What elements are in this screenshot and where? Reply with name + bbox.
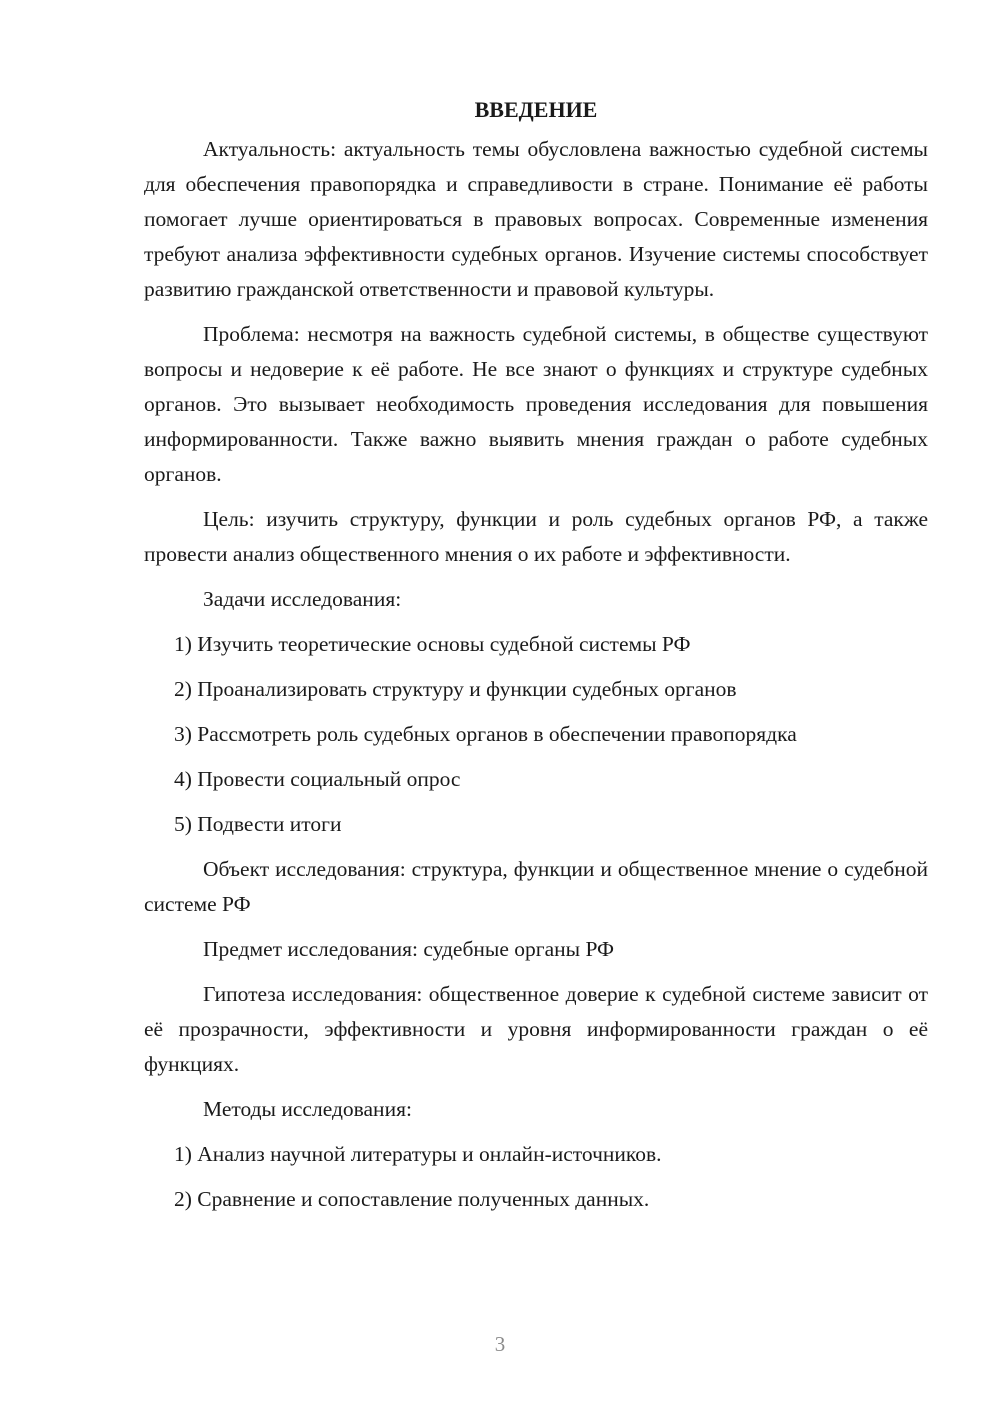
- methods-heading: Методы исследования:: [203, 1097, 412, 1121]
- problem-paragraph: Проблема: несмотря на важность судебной системы, в обществе существуют вопросы и недоверие к её работе. Не все знают о функциях и структуре судебных органов. Это вызывает необходимость проведения исследования для повышения информированности. Также важно выявить мнения граждан о работе судебных органов.: [144, 322, 928, 486]
- tasks-heading: Задачи исследования:: [203, 587, 402, 611]
- method-item: 1) Анализ научной литературы и онлайн-источников.: [174, 1142, 662, 1166]
- page-number: 3: [494, 1332, 506, 1356]
- hypothesis-paragraph: Гипотеза исследования: общественное доверие к судебной системе зависит от её прозрачности, эффективности и уровня информированности граждан о её функциях.: [144, 982, 928, 1076]
- methods-list: [144, 1137, 928, 1217]
- section-title: ВВЕДЕНИЕ: [474, 97, 598, 122]
- subject-paragraph: Предмет исследования: судебные органы РФ: [203, 937, 615, 961]
- tasks-list: [144, 627, 928, 842]
- task-item: 2) Проанализировать структуру и функции судебных органов: [174, 677, 737, 701]
- task-item: 1) Изучить теоретические основы судебной системы РФ: [174, 632, 691, 656]
- task-item: 3) Рассмотреть роль судебных органов в обеспечении правопорядка: [174, 722, 797, 746]
- relevance-paragraph: Актуальность: актуальность темы обусловлена важностью судебной системы для обеспечения правопорядка и справедливости в стране. Понимание её работы помогает лучше ориентироваться в правовых вопросах. Современные изменения требуют анализа эффективности судебных органов. Изучение системы способствует развитию гражданской ответственности и правовой культуры.: [144, 137, 928, 301]
- method-item: 2) Сравнение и сопоставление полученных данных.: [174, 1187, 650, 1211]
- task-item: 5) Подвести итоги: [174, 812, 342, 836]
- document-page: [144, 92, 928, 1227]
- goal-paragraph: Цель: изучить структуру, функции и роль судебных органов РФ, а также провести анализ общественного мнения о их работе и эффективности.: [144, 507, 928, 566]
- task-item: 4) Провести социальный опрос: [174, 767, 461, 791]
- object-paragraph: Объект исследования: структура, функции и общественное мнение о судебной системе РФ: [144, 857, 928, 916]
